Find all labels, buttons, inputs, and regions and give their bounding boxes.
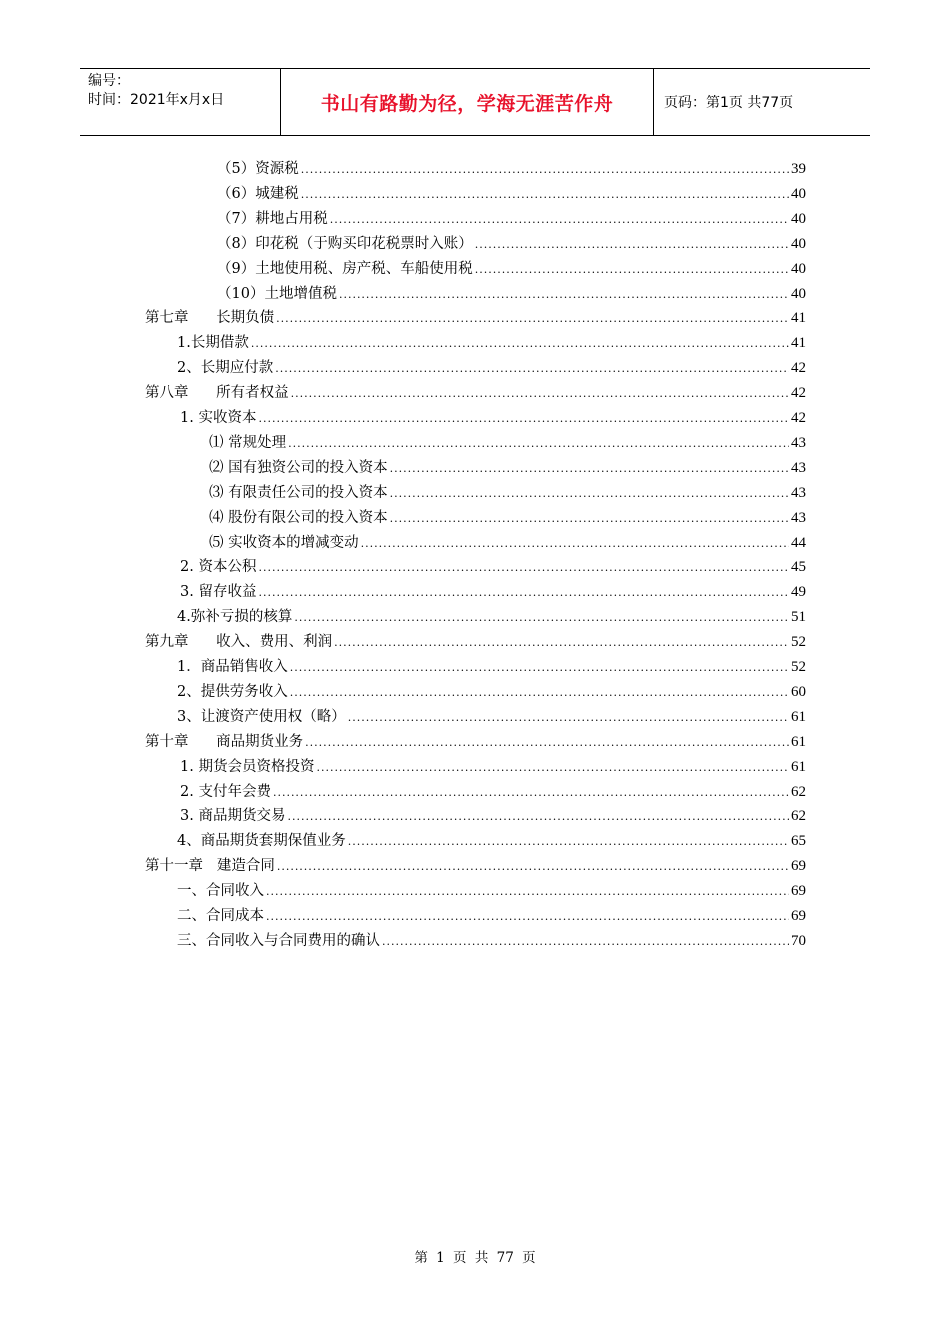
toc-leader-dots — [277, 856, 789, 878]
toc-entry-title: ⑵ 国有独资公司的投入资本 — [209, 459, 388, 476]
toc-entry-title: 第七章 长期负债 — [145, 310, 275, 327]
toc-entry-title: 第十一章 建造合同 — [145, 858, 275, 875]
toc-entry[interactable] — [177, 880, 806, 902]
toc-entry-title: 三、合同收入与合同费用的确认 — [177, 932, 380, 949]
toc-leader-dots — [330, 209, 789, 231]
toc-entry[interactable] — [209, 457, 806, 479]
toc-leader-dots — [339, 284, 789, 306]
toc-entry[interactable] — [145, 382, 806, 404]
toc-leader-dots — [273, 782, 789, 804]
toc-entry[interactable] — [217, 233, 806, 255]
header-meta — [80, 69, 281, 135]
toc-entry[interactable] — [177, 905, 806, 927]
toc-entry-title: 一、合同收入 — [177, 883, 264, 900]
toc-entry[interactable] — [177, 930, 806, 952]
toc-entry-page: 62 — [791, 783, 806, 800]
toc-leader-dots — [275, 358, 789, 380]
toc-leader-dots — [390, 483, 789, 505]
toc-entry-title: 3、让渡资产使用权（略） — [177, 708, 346, 725]
toc-entry-title: 1.长期借款 — [177, 335, 249, 352]
toc-leader-dots — [390, 508, 789, 530]
toc-entry-page: 61 — [791, 708, 806, 725]
toc-entry-title: 2. 支付年会费 — [180, 783, 271, 800]
toc-entry-title: （8）印花税（于购买印花税票时入账） — [217, 235, 473, 252]
toc-entry[interactable] — [180, 407, 806, 429]
toc-entry-page: 42 — [791, 385, 806, 402]
toc-entry-title: 第八章 所有者权益 — [145, 385, 289, 402]
toc-entry-title: （10）土地增值税 — [217, 285, 337, 302]
toc-entry-title: ⑴ 常规处理 — [209, 434, 287, 451]
toc-entry-page: 40 — [791, 260, 806, 277]
toc-entry-page: 61 — [791, 733, 806, 750]
toc-entry-page: 70 — [791, 932, 806, 949]
toc-entry-page: 69 — [791, 858, 806, 875]
toc-entry-title: 2、长期应付款 — [177, 360, 274, 377]
serial-label: 编号： — [88, 73, 130, 89]
toc-entry[interactable] — [180, 756, 806, 778]
toc-entry-page: 52 — [791, 634, 806, 651]
toc-entry[interactable] — [217, 258, 806, 280]
header-page-info-cell — [654, 69, 870, 135]
toc-entry-page: 41 — [791, 335, 806, 352]
toc-leader-dots — [305, 732, 789, 754]
toc-entry-page: 40 — [791, 235, 806, 252]
toc-leader-dots — [475, 259, 789, 281]
toc-entry-title: 1．商品销售收入 — [177, 659, 288, 675]
toc-entry[interactable] — [180, 556, 806, 578]
toc-entry[interactable] — [217, 283, 806, 305]
toc-leader-dots — [316, 757, 789, 779]
toc-entry-page: 51 — [791, 609, 806, 626]
toc-entry-page: 42 — [791, 360, 806, 377]
toc-entry-page: 39 — [791, 161, 806, 177]
toc-leader-dots — [475, 234, 789, 256]
toc-leader-dots — [251, 333, 789, 355]
toc-entry-title: ⑷ 股份有限公司的投入资本 — [209, 509, 388, 526]
toc-leader-dots — [348, 707, 789, 729]
toc-leader-dots — [288, 433, 789, 455]
toc-entry[interactable] — [177, 656, 806, 678]
toc-entry-page: 61 — [791, 758, 806, 775]
toc-entry-page: 43 — [791, 509, 806, 526]
motto-text: 书山有路勤为径，学海无涯苦作舟 — [320, 92, 614, 115]
toc-leader-dots — [382, 931, 789, 953]
toc-entry[interactable] — [177, 606, 806, 628]
toc-entry-page: 40 — [791, 285, 806, 302]
toc-leader-dots — [258, 557, 789, 579]
toc-entry-page: 43 — [791, 459, 806, 476]
toc-entry-title: 1. 期货会员资格投资 — [180, 758, 315, 775]
toc-leader-dots — [390, 458, 789, 480]
toc-entry[interactable] — [217, 208, 806, 230]
header-motto-cell — [281, 69, 654, 135]
toc-leader-dots — [266, 881, 789, 903]
toc-leader-dots — [287, 806, 789, 828]
toc-entry[interactable] — [177, 830, 806, 852]
toc-entry[interactable] — [145, 631, 806, 653]
toc-entry[interactable] — [209, 532, 806, 554]
page-footer: 第 1 页 共 77 页 — [414, 1250, 536, 1266]
toc-entry-title: （6）城建税 — [217, 185, 299, 202]
toc-entry-page: 40 — [791, 185, 806, 202]
toc-leader-dots — [348, 831, 789, 853]
toc-entry[interactable] — [177, 681, 806, 703]
toc-entry[interactable] — [145, 731, 806, 753]
toc-entry[interactable] — [177, 332, 806, 354]
toc-entry[interactable] — [209, 482, 806, 504]
toc-entry-page: 40 — [791, 210, 806, 227]
toc-entry-page: 41 — [791, 310, 806, 327]
toc-leader-dots — [291, 383, 789, 405]
toc-entry-title: 4.弥补亏损的核算 — [177, 609, 293, 626]
toc-entry[interactable] — [217, 158, 806, 180]
toc-entry-page: 42 — [791, 410, 806, 426]
toc-entry-page: 43 — [791, 484, 806, 501]
toc-entry[interactable] — [180, 781, 806, 803]
toc-leader-dots — [266, 906, 789, 928]
toc-leader-dots — [258, 408, 789, 430]
toc-leader-dots — [361, 533, 789, 555]
toc-leader-dots — [276, 308, 789, 330]
toc-entry-page: 44 — [791, 534, 806, 551]
toc-leader-dots — [301, 159, 789, 181]
toc-leader-dots — [294, 607, 789, 629]
toc-entry-page: 65 — [791, 833, 806, 850]
toc-entry-title: 3. 留存收益 — [180, 584, 257, 601]
page-header — [80, 68, 870, 136]
toc-entry-page: 43 — [791, 434, 806, 451]
toc-entry[interactable] — [145, 307, 806, 329]
toc-entry-page: 52 — [791, 659, 806, 675]
toc-entry-title: 第十章 商品期货业务 — [145, 733, 304, 750]
toc-leader-dots — [290, 657, 789, 679]
toc-entry-title: 2、提供劳务收入 — [177, 683, 288, 700]
toc-leader-dots — [334, 632, 789, 654]
toc-entry[interactable] — [145, 855, 806, 877]
toc-entry-title: 3. 商品期货交易 — [180, 808, 286, 825]
toc-entry[interactable] — [209, 432, 806, 454]
toc-entry-title: （5）资源税 — [217, 161, 299, 177]
toc-leader-dots — [301, 184, 789, 206]
toc-entry-page: 60 — [791, 683, 806, 700]
toc-entry-title: （9）土地使用税、房产税、车船使用税 — [217, 260, 473, 277]
toc-entry-title: 2. 资本公积 — [180, 559, 257, 576]
page-info: 页码：第1页 共77页 — [664, 95, 794, 111]
toc-entry[interactable] — [177, 706, 806, 728]
toc-entry-title: 二、合同成本 — [177, 908, 264, 924]
toc-entry-page: 45 — [791, 559, 806, 576]
toc-entry[interactable] — [217, 183, 806, 205]
toc-leader-dots — [258, 582, 789, 604]
toc-entry[interactable] — [177, 357, 806, 379]
date-label: 时间：2021年x月x日 — [88, 92, 225, 108]
toc-entry-title: 1. 实收资本 — [180, 410, 257, 426]
toc-entry[interactable] — [180, 581, 806, 603]
toc-entry-page: 69 — [791, 883, 806, 900]
toc-entry-page: 49 — [791, 584, 806, 601]
toc-entry-page: 69 — [791, 908, 806, 924]
toc-entry-page: 62 — [791, 808, 806, 825]
toc-leader-dots — [290, 682, 789, 704]
toc-entry-title: ⑸ 实收资本的增减变动 — [209, 534, 359, 551]
toc-entry-title: 4、商品期货套期保值业务 — [177, 833, 346, 850]
toc-entry[interactable] — [180, 805, 806, 827]
toc-entry-title: （7）耕地占用税 — [217, 210, 328, 227]
toc-entry-title: ⑶ 有限责任公司的投入资本 — [209, 484, 388, 501]
toc-entry[interactable] — [209, 507, 806, 529]
toc-entry-title: 第九章 收入、费用、利润 — [145, 634, 333, 651]
